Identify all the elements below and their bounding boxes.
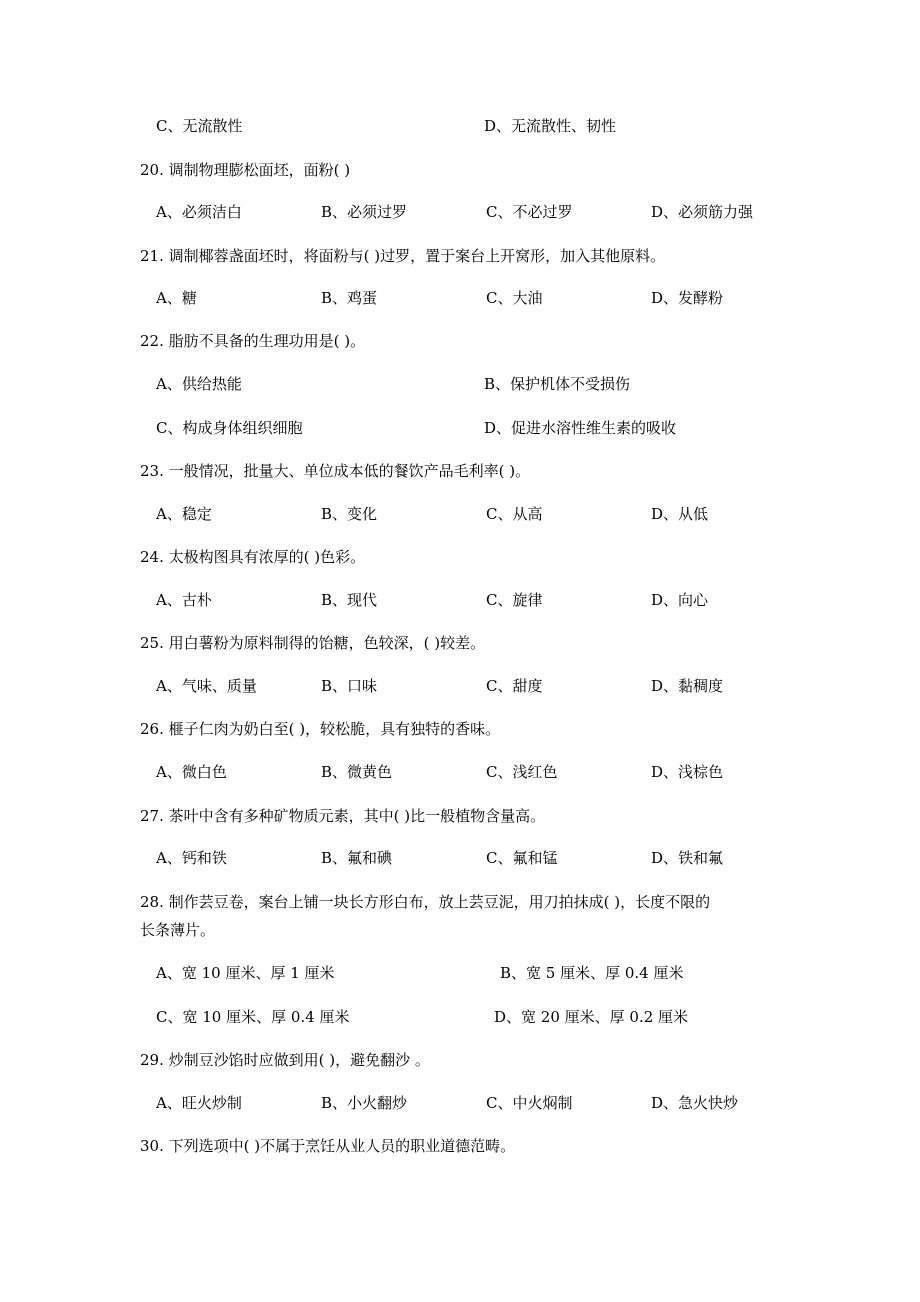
q21-stem: 21. 调制椰蓉盏面坯时，将面粉与( )过罗，置于案台上开窝形，加入其他原料。 xyxy=(140,247,666,265)
q25-option-a: A、气味、质量 xyxy=(156,677,257,695)
q22-option-a: A、供给热能 xyxy=(156,375,242,393)
q30-stem: 30. 下列选项中( )不属于烹饪从业人员的职业道德范畴。 xyxy=(140,1137,516,1155)
q25-option-c: C、甜度 xyxy=(486,677,543,695)
q28-stem-continued: 长条薄片。 xyxy=(140,921,216,939)
q27-option-d: D、铁和氟 xyxy=(651,849,724,867)
q28-option-c: C、宽 10 厘米、厚 0.4 厘米 xyxy=(156,1008,350,1026)
q29-option-c: C、中火焖制 xyxy=(486,1094,573,1112)
q22-stem: 22. 脂肪不具备的生理功用是( )。 xyxy=(140,332,366,350)
q23-option-c: C、从高 xyxy=(486,505,543,523)
q23-option-a: A、稳定 xyxy=(156,505,212,523)
q21-option-d: D、发酵粉 xyxy=(651,289,724,307)
q20-option-a: A、必须洁白 xyxy=(156,203,242,221)
q24-option-c: C、旋律 xyxy=(486,591,543,609)
q27-stem: 27. 茶叶中含有多种矿物质元素，其中( )比一般植物含量高。 xyxy=(140,807,546,825)
q21-option-b: B、鸡蛋 xyxy=(321,289,378,307)
q23-option-b: B、变化 xyxy=(321,505,378,523)
q20-option-b: B、必须过罗 xyxy=(321,203,408,221)
q24-stem: 24. 太极构图具有浓厚的( )色彩。 xyxy=(140,548,366,566)
q27-option-b: B、氟和碘 xyxy=(321,849,393,867)
q28-option-b: B、宽 5 厘米、厚 0.4 厘米 xyxy=(500,964,684,982)
q24-option-d: D、向心 xyxy=(651,591,709,609)
q22-option-b: B、保护机体不受损伤 xyxy=(484,375,631,393)
q29-option-a: A、旺火炒制 xyxy=(156,1094,242,1112)
q29-option-b: B、小火翻炒 xyxy=(321,1094,408,1112)
q25-option-b: B、口味 xyxy=(321,677,378,695)
q26-option-a: A、微白色 xyxy=(156,763,227,781)
q27-option-c: C、氟和锰 xyxy=(486,849,558,867)
q28-option-d: D、宽 20 厘米、厚 0.2 厘米 xyxy=(494,1008,689,1026)
q26-option-c: C、浅红色 xyxy=(486,763,558,781)
q25-stem: 25. 用白薯粉为原料制得的饴糖，色较深，( )较差。 xyxy=(140,634,486,652)
q24-option-a: A、古朴 xyxy=(156,591,212,609)
q24-option-b: B、现代 xyxy=(321,591,378,609)
q19-option-d: D、无流散性、韧性 xyxy=(484,117,617,135)
q26-option-d: D、浅棕色 xyxy=(651,763,724,781)
q29-option-d: D、急火快炒 xyxy=(651,1094,739,1112)
q25-option-d: D、黏稠度 xyxy=(651,677,724,695)
q29-stem: 29. 炒制豆沙馅时应做到用( )，避免翻沙 。 xyxy=(140,1051,430,1069)
q21-option-a: A、糖 xyxy=(156,289,197,307)
q23-option-d: D、从低 xyxy=(651,505,709,523)
q26-stem: 26. 榧子仁肉为奶白至( )，较松脆，具有独特的香味。 xyxy=(140,720,501,738)
q22-option-d: D、促进水溶性维生素的吸收 xyxy=(484,419,677,437)
q19-option-c: C、无流散性 xyxy=(156,117,243,135)
q21-option-c: C、大油 xyxy=(486,289,543,307)
q23-stem: 23. 一般情况，批量大、单位成本低的餐饮产品毛利率( )。 xyxy=(140,462,531,480)
q22-option-c: C、构成身体组织细胞 xyxy=(156,419,303,437)
q28-stem: 28. 制作芸豆卷，案台上铺一块长方形白布，放上芸豆泥，用刀拍抹成( )，长度不限的 xyxy=(140,893,711,911)
q26-option-b: B、微黄色 xyxy=(321,763,393,781)
q20-option-c: C、不必过罗 xyxy=(486,203,573,221)
q28-option-a: A、宽 10 厘米、厚 1 厘米 xyxy=(156,964,335,982)
q20-stem: 20. 调制物理膨松面坯，面粉( ) xyxy=(140,161,351,179)
q20-option-d: D、必须筋力强 xyxy=(651,203,754,221)
q27-option-a: A、钙和铁 xyxy=(156,849,227,867)
